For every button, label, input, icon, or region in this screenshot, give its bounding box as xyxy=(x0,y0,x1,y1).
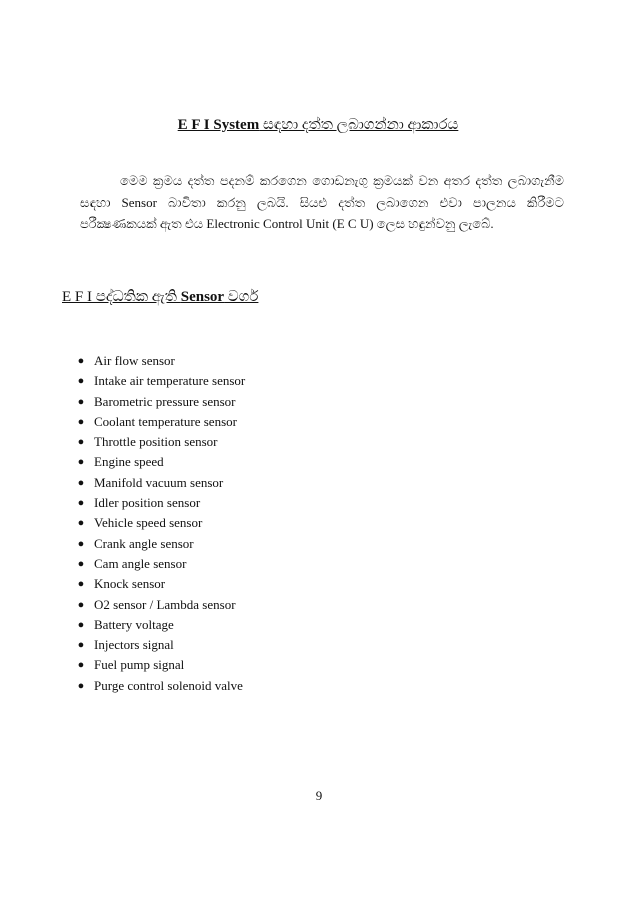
list-item-label: Intake air temperature sensor xyxy=(94,373,246,389)
bullet-icon: ● xyxy=(77,355,85,367)
bullet-icon: ● xyxy=(77,618,85,631)
bullet-icon: ● xyxy=(77,679,85,692)
sensor-list xyxy=(68,351,245,696)
list-item xyxy=(68,412,245,432)
heading-efi-text: E F I පද්ධතික ඇති xyxy=(62,289,181,305)
bullet-icon: ● xyxy=(77,639,85,652)
list-item-label: Vehicle speed sensor xyxy=(94,515,203,531)
list-item xyxy=(68,351,245,371)
list-item-label: Engine speed xyxy=(94,454,164,470)
bullet-icon: ● xyxy=(77,497,85,510)
bullet-icon: ● xyxy=(77,375,85,388)
bullet-icon: ● xyxy=(77,659,85,672)
list-item xyxy=(68,513,245,533)
list-item-label: Battery voltage xyxy=(94,616,174,632)
bullet-icon: ● xyxy=(77,395,85,408)
bullet-icon: ● xyxy=(77,557,85,570)
intro-paragraph-text: මෙම ක්‍රමය දත්ත පදනම් කරගෙන ගොඩනැගු ක්‍රමයක් වන අතර දත්ත ලබාගැනීම සඳහා Sensor බාවිතා කරනු ලබයි. සියළු දත්ත ලබාගෙන එවා පාලනය කිරීමට පරීක්‍ෂණකයක් ඇත එය Electronic Control Unit (E C U) ලෙස හඳුන්වනු ලැබේ. xyxy=(80,173,564,231)
bullet-icon: ● xyxy=(77,456,85,469)
list-item xyxy=(68,473,245,493)
list-item xyxy=(68,655,245,675)
list-item xyxy=(68,554,245,574)
list-item xyxy=(68,371,245,391)
list-item-label: Barometric pressure sensor xyxy=(94,393,236,409)
bullet-icon: ● xyxy=(77,578,85,591)
list-item xyxy=(68,635,245,655)
list-item xyxy=(68,615,245,635)
list-item-label: O2 sensor / Lambda sensor xyxy=(94,596,236,612)
bullet-icon: ● xyxy=(77,476,85,489)
list-item xyxy=(68,392,245,412)
list-item-label: Purge control solenoid valve xyxy=(94,677,243,693)
list-item xyxy=(68,676,245,696)
bullet-icon: ● xyxy=(77,517,85,530)
list-item-label: Knock sensor xyxy=(94,576,166,592)
list-item xyxy=(68,595,245,615)
list-item xyxy=(68,574,245,594)
list-item-label: Throttle position sensor xyxy=(94,434,218,450)
list-item-label: Air flow sensor xyxy=(94,353,175,368)
list-item xyxy=(68,534,245,554)
bullet-icon: ● xyxy=(77,415,85,428)
list-item-label: Idler position sensor xyxy=(94,495,201,511)
sensor-types-heading xyxy=(62,288,258,306)
list-item-label: Manifold vacuum sensor xyxy=(94,474,224,490)
bullet-icon: ● xyxy=(77,598,85,611)
page-number: 9 xyxy=(315,788,323,803)
heading-sensor-word: Sensor xyxy=(180,289,225,305)
title-system-name: E F I System xyxy=(177,117,260,133)
bullet-icon: ● xyxy=(77,537,85,550)
list-item-label: Fuel pump signal xyxy=(94,657,185,673)
list-item-label: Cam angle sensor xyxy=(94,555,187,571)
section-title xyxy=(80,116,556,134)
list-item xyxy=(68,452,245,472)
list-item xyxy=(68,432,245,452)
heading-types-text: වර්ග xyxy=(224,289,259,305)
bullet-icon: ● xyxy=(77,436,85,449)
list-item xyxy=(68,493,245,513)
list-item-label: Coolant temperature sensor xyxy=(94,413,237,429)
intro-paragraph xyxy=(80,170,564,235)
list-item-label: Injectors signal xyxy=(94,637,174,653)
list-item-label: Crank angle sensor xyxy=(94,535,194,551)
title-sinhala-text: සඳහා දත්ත ලබාගන්නා ආකාරය xyxy=(259,117,459,133)
